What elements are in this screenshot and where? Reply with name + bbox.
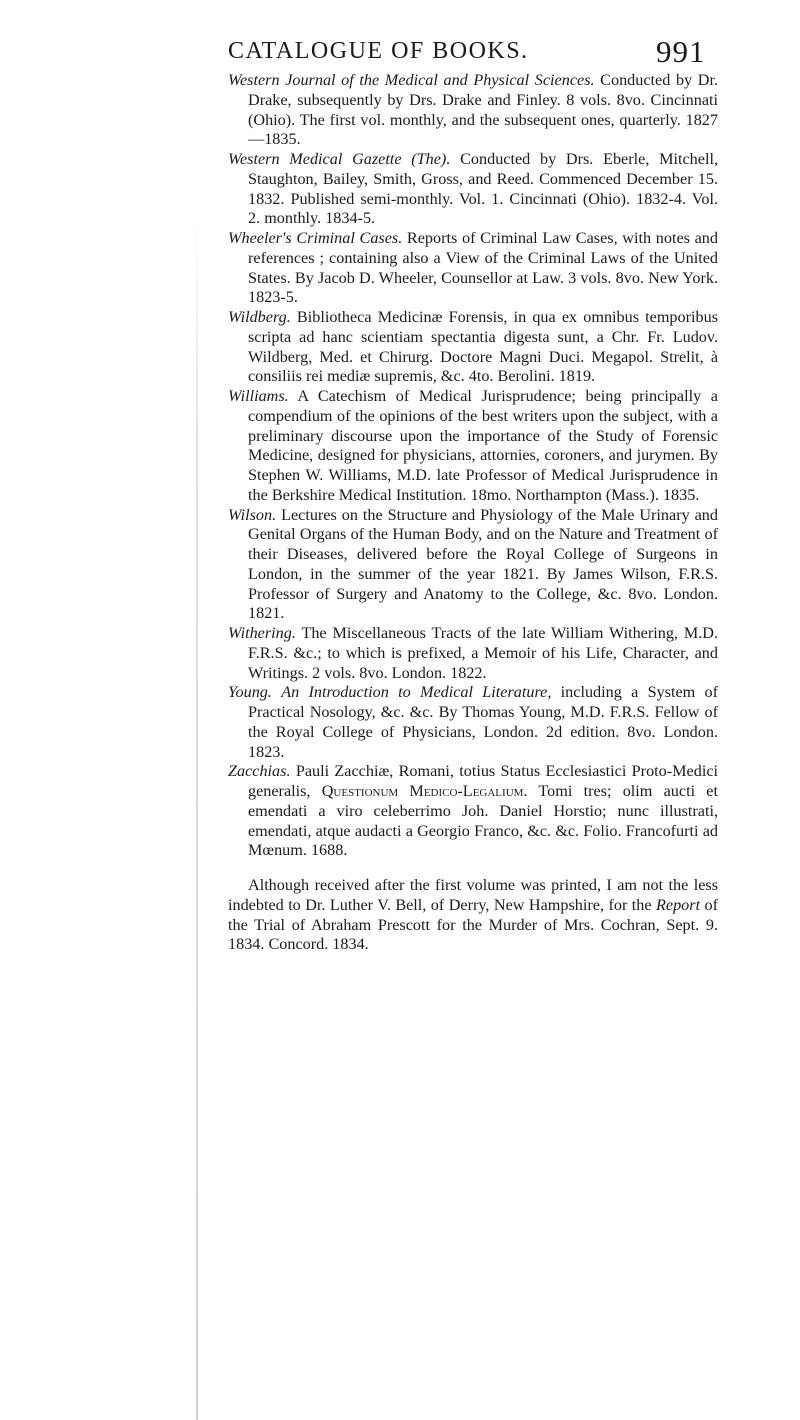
- entry-text: Bibliotheca Medicinæ Forensis, in qua ex omnibus temporibus scripta ad hanc scientiam spectantia digesta sunt, a Chr. Fr. Ludov. Wildberg, Med. et Chirurg. Doctore Magni Duci. Megapol. Strelit, à consiliis rei mediæ supremis, &c. 4to. Berolini. 1819.: [248, 308, 718, 386]
- entry-author: Wheeler's Criminal Cases.: [228, 229, 403, 247]
- catalogue-entry: [228, 683, 718, 762]
- catalogue-entry: [228, 387, 718, 506]
- entry-title: An Introduction to Medical Literature,: [281, 683, 552, 702]
- entry-text: Reports of Criminal Law Cases, with notes and references ; containing also a View of the Criminal Laws of the United States. By Jacob D. Wheeler, Counsellor at Law. 3 vols. 8vo. New York. 1823-5.: [248, 229, 718, 307]
- entry-author: Western Medical Gazette (The).: [228, 150, 451, 168]
- entry-text: A Catechism of Medical Jurisprudence; being principally a compendium of the opinions of the best writers upon the subject, with a preliminary discourse upon the importance of the Study of Forensic Medicine, designed for physicians, attornies, coroners, and jurymen. By Stephen W. Williams, M.D. late Professor of Medical Jurisprudence in the Berkshire Medical Institution. 18mo. Northampton (Mass.). 1835.: [248, 387, 718, 504]
- entry-author: Young.: [228, 683, 272, 702]
- catalogue-entry: [228, 71, 718, 150]
- entry-author: Western Journal of the Medical and Physical Sciences.: [228, 71, 595, 89]
- note-text: Although received after the first volume was printed, I am not the less indebted to Dr. Luther V. Bell, of Derry, New Hampshire, for the: [228, 876, 718, 914]
- running-title: CATALOGUE OF BOOKS.: [228, 38, 529, 64]
- entry-author: Withering.: [228, 624, 296, 642]
- catalogue-entry: [228, 506, 718, 625]
- note-text: of the Trial of Abraham Prescott for the Murder of Mrs. Cochran, Sept. 9. 1834. Concord. 1834.: [228, 895, 719, 954]
- entry-author: Wilson.: [228, 505, 277, 524]
- catalogue-entry: [228, 762, 718, 861]
- note-italic: Report: [656, 895, 701, 914]
- entry-author: Zacchias.: [228, 762, 291, 781]
- entry-text: Conducted by Drs. Eberle, Mitchell, Staughton, Bailey, Smith, Gross, and Reed. Commenced December 15. 1832. Published semi-monthly. Vol. 1. Cincinnati (Ohio). 1832-4. Vol. 2. monthly. 1834-5.: [248, 150, 718, 228]
- entry-text: Pauli Zacchiæ, Romani, totius Status Ecclesiastici Proto-Medici generalis,: [248, 762, 718, 800]
- entry-text: Lectures on the Structure and Physiology of the Male Urinary and Genital Organs of the Human Body, and on the Nature and Treatment of their Diseases, delivered before the Royal College of Surgeons in London, in the summer of the year 1821. By James Wilson, F.R.S. Professor of Surgery and Anatomy to the College, &c. 8vo. London. 1821.: [248, 505, 718, 623]
- page-number: 991: [656, 34, 706, 69]
- page-header: [0, 34, 800, 74]
- catalogue-entry: [228, 150, 718, 229]
- acknowledgement-note: [228, 876, 718, 955]
- catalogue-entries: [228, 71, 718, 955]
- catalogue-entry: [228, 229, 718, 308]
- page-gutter-shadow: [196, 210, 198, 1420]
- entry-text: Conducted by Dr. Drake, subsequently by Drs. Drake and Finley. 8 vols. 8vo. Cincinnati (Ohio). The first vol. monthly, and the subsequent ones, quarterly. 1827—1835.: [248, 71, 718, 149]
- entry-smallcaps-title: Questionum Medico-Legalium.: [321, 782, 528, 800]
- catalogue-entry: [228, 624, 718, 683]
- entry-author: Williams.: [228, 387, 289, 405]
- catalogue-entry: [228, 308, 718, 387]
- entry-author: Wildberg.: [228, 308, 291, 326]
- entry-text: Tomi tres; olim aucti et emendati a viro celeberrimo Joh. Daniel Horstio; nunc illustrati, emendati, atque audacti a Georgio Franco, &c. &c. Folio. Francofurti ad Mœnum. 1688.: [248, 782, 718, 860]
- entry-text: The Miscellaneous Tracts of the late William Withering, M.D. F.R.S. &c.; to which is prefixed, a Memoir of his Life, Character, and Writings. 2 vols. 8vo. London. 1822.: [248, 624, 718, 682]
- entry-text: including a System of Practical Nosology, &c. &c. By Thomas Young, M.D. F.R.S. Fellow of the Royal College of Physicians, London. 2d edition. 8vo. London. 1823.: [248, 683, 718, 761]
